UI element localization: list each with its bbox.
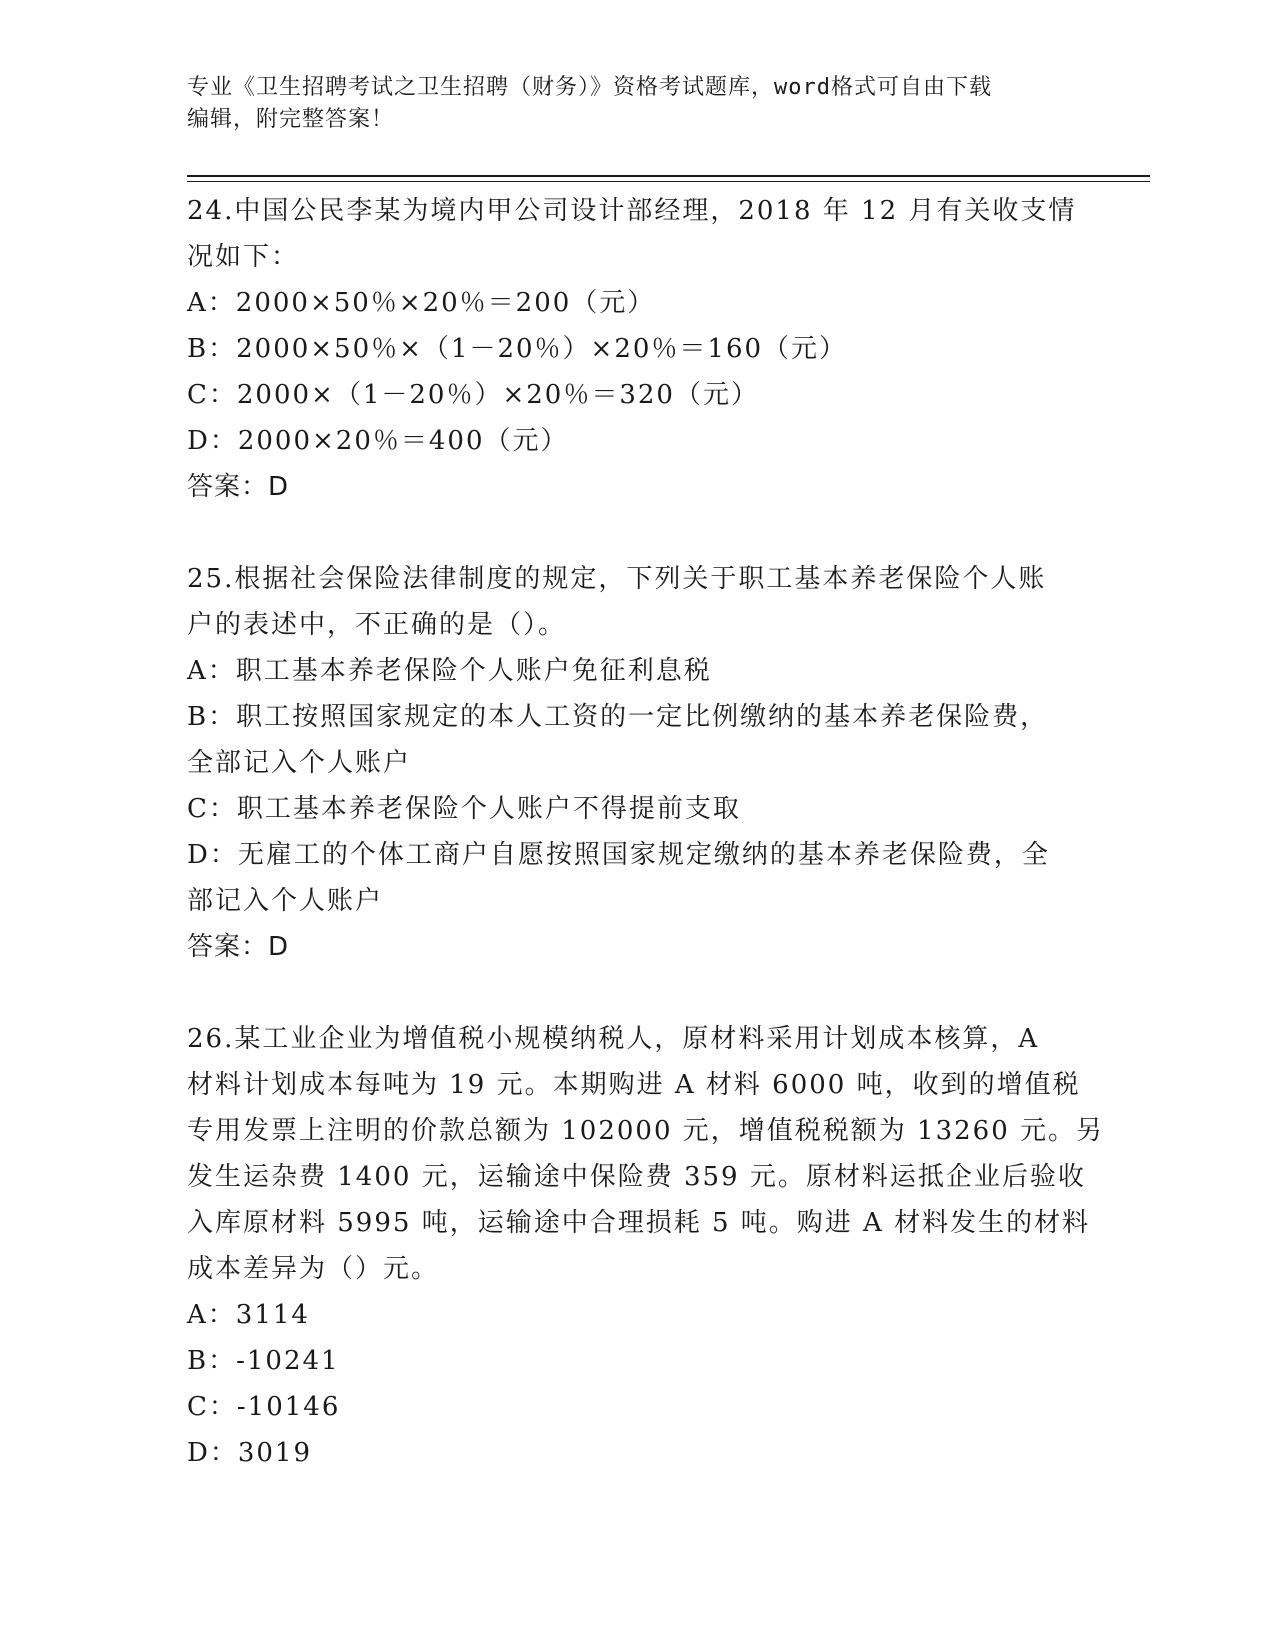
question-25-stem-line: 25.根据社会保险法律制度的规定，下列关于职工基本养老保险个人账 — [187, 564, 1047, 594]
question-26-option-d: D：3019 — [187, 1438, 313, 1468]
question-24-option-a: A：2000×50％×20％＝200（元） — [187, 288, 656, 318]
question-26 — [187, 1016, 1105, 1476]
question-25-option-b: B：职工按照国家规定的本人工资的一定比例缴纳的基本养老保险费， — [187, 702, 1049, 732]
document-header — [187, 72, 1087, 136]
question-24-stem-line: 24.中国公民李某为境内甲公司设计部经理，2018 年 12 月有关收支情 — [187, 196, 1077, 226]
question-25 — [187, 556, 1067, 970]
question-26-stem-line: 专用发票上注明的价款总额为 102000 元，增值税税额为 13260 元。另 — [187, 1116, 1105, 1146]
question-25-option-c: C：职工基本养老保险个人账户不得提前支取 — [187, 794, 741, 824]
question-24 — [187, 188, 1077, 510]
question-24-option-d: D：2000×20％＝400（元） — [187, 426, 569, 456]
question-25-answer: 答案：D — [187, 932, 290, 962]
question-26-option-a: A：3114 — [187, 1300, 310, 1330]
question-24-option-b: B：2000×50％×（1－20％）×20％＝160（元） — [187, 334, 848, 364]
header-line-1: 专业《卫生招聘考试之卫生招聘（财务）》资格考试题库，word格式可自由下载 — [187, 75, 992, 100]
question-26-stem-line: 材料计划成本每吨为 19 元。本期购进 A 材料 6000 吨，收到的增值税 — [187, 1070, 1081, 1100]
question-24-option-c: C：2000×（1－20％）×20％＝320（元） — [187, 380, 759, 410]
question-25-option-d: D：无雇工的个体工商户自愿按照国家规定缴纳的基本养老保险费，全 — [187, 840, 1050, 870]
question-24-answer: 答案：D — [187, 472, 290, 502]
question-26-stem-line: 26.某工业企业为增值税小规模纳税人，原材料采用计划成本核算，A — [187, 1024, 1040, 1054]
question-26-option-c: C：-10146 — [187, 1392, 341, 1422]
question-24-stem-line: 况如下： — [187, 242, 300, 272]
header-line-2: 编辑，附完整答案！ — [187, 107, 395, 132]
question-list — [187, 188, 1105, 1476]
question-26-stem-line: 入库原材料 5995 吨，运输途中合理损耗 5 吨。购进 A 材料发生的材料 — [187, 1208, 1091, 1238]
question-25-option-b-cont: 全部记入个人账户 — [187, 748, 412, 778]
question-26-stem-line: 成本差异为（）元。 — [187, 1254, 440, 1284]
question-26-stem-line: 发生运杂费 1400 元，运输途中保险费 359 元。原材料运抵企业后验收 — [187, 1162, 1086, 1192]
question-26-option-b: B：-10241 — [187, 1346, 340, 1376]
question-25-option-d-cont: 部记入个人账户 — [187, 886, 384, 916]
question-spacer — [187, 970, 1067, 1016]
question-25-stem-line: 户的表述中，不正确的是（）。 — [187, 610, 567, 640]
question-spacer — [187, 510, 1067, 556]
question-25-option-a: A：职工基本养老保险个人账户免征利息税 — [187, 656, 712, 686]
header-divider-thin — [187, 181, 1150, 182]
header-divider-thick — [187, 175, 1150, 177]
